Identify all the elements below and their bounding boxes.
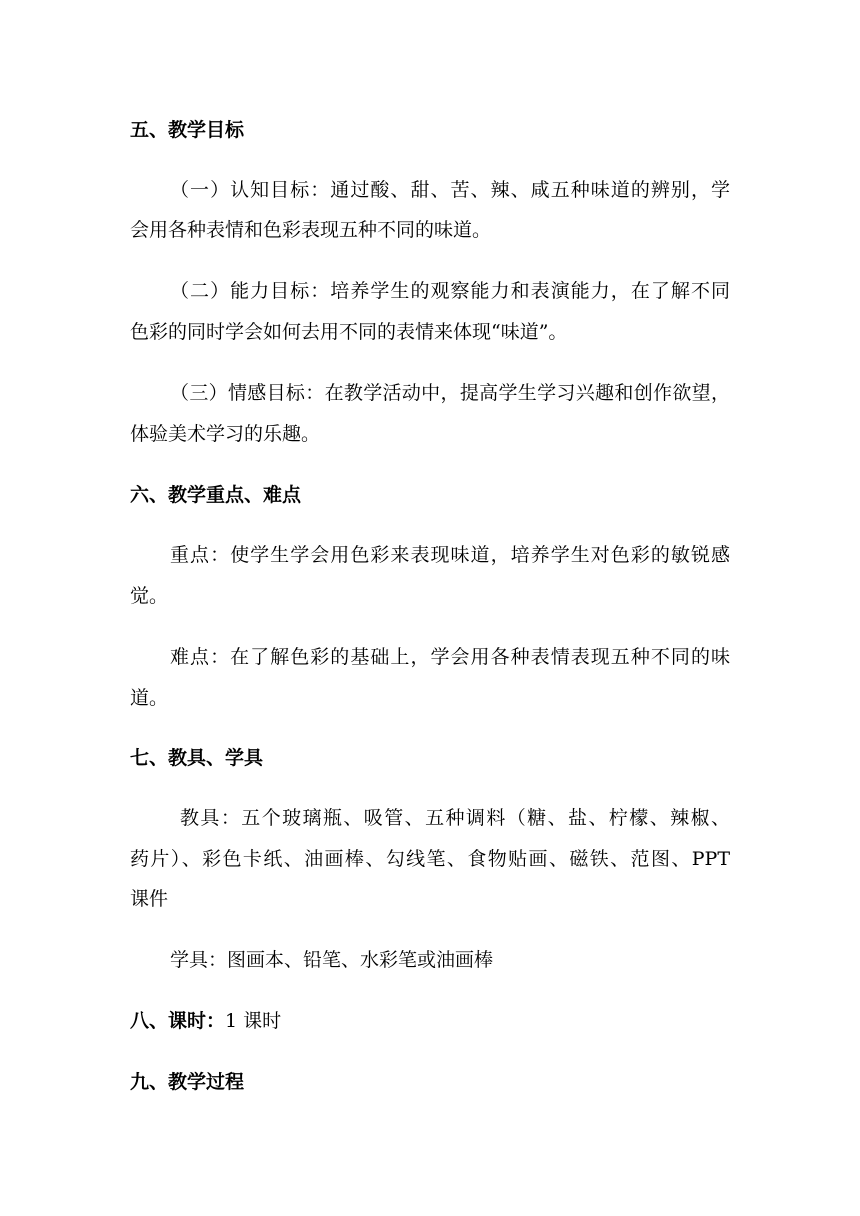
- section-heading-teaching-goals: 五、教学目标: [130, 119, 245, 141]
- paragraph-line: 重点：使学生学会用色彩来表现味道，培养学生对色彩的敏锐感: [170, 544, 730, 566]
- paragraph-line: 道。: [130, 687, 169, 709]
- section-heading-teaching-aids: 七、教具、学具: [130, 747, 264, 769]
- paragraph-line: 学具：图画本、铅笔、水彩笔或油画棒: [170, 949, 494, 971]
- class-hours-value: 1 课时: [225, 1010, 282, 1032]
- paragraph-line: 课件: [130, 888, 169, 910]
- paragraph-line: （三）情感目标：在教学活动中，提高学生学习兴趣和创作欲望，: [170, 382, 730, 404]
- paragraph-line: 觉。: [130, 585, 169, 607]
- paragraph-line: （二）能力目标：培养学生的观察能力和表演能力，在了解不同: [170, 280, 730, 302]
- paragraph-line: 会用各种表情和色彩表现五种不同的味道。: [130, 219, 492, 241]
- section-heading-key-points: 六、教学重点、难点: [130, 484, 302, 506]
- paragraph-line: 体验美术学习的乐趣。: [130, 423, 321, 445]
- paragraph-line: 难点：在了解色彩的基础上，学会用各种表情表现五种不同的味: [170, 646, 730, 668]
- class-hours-label: 八、课时：: [130, 1010, 226, 1032]
- paragraph-line: 教具：五个玻璃瓶、吸管、五种调料（糖、盐、柠檬、辣椒、: [180, 807, 730, 829]
- section-heading-class-hours: [130, 1007, 730, 1035]
- paragraph-line: （一）认知目标：通过酸、甜、苦、辣、咸五种味道的辨别，学: [170, 179, 730, 201]
- paragraph-line: 色彩的同时学会如何去用不同的表情来体现“味道”。: [130, 321, 568, 343]
- section-heading-teaching-process: 九、教学过程: [130, 1071, 245, 1093]
- paragraph-line: 药片）、彩色卡纸、油画棒、勾线笔、食物贴画、磁铁、范图、PPT: [130, 848, 730, 870]
